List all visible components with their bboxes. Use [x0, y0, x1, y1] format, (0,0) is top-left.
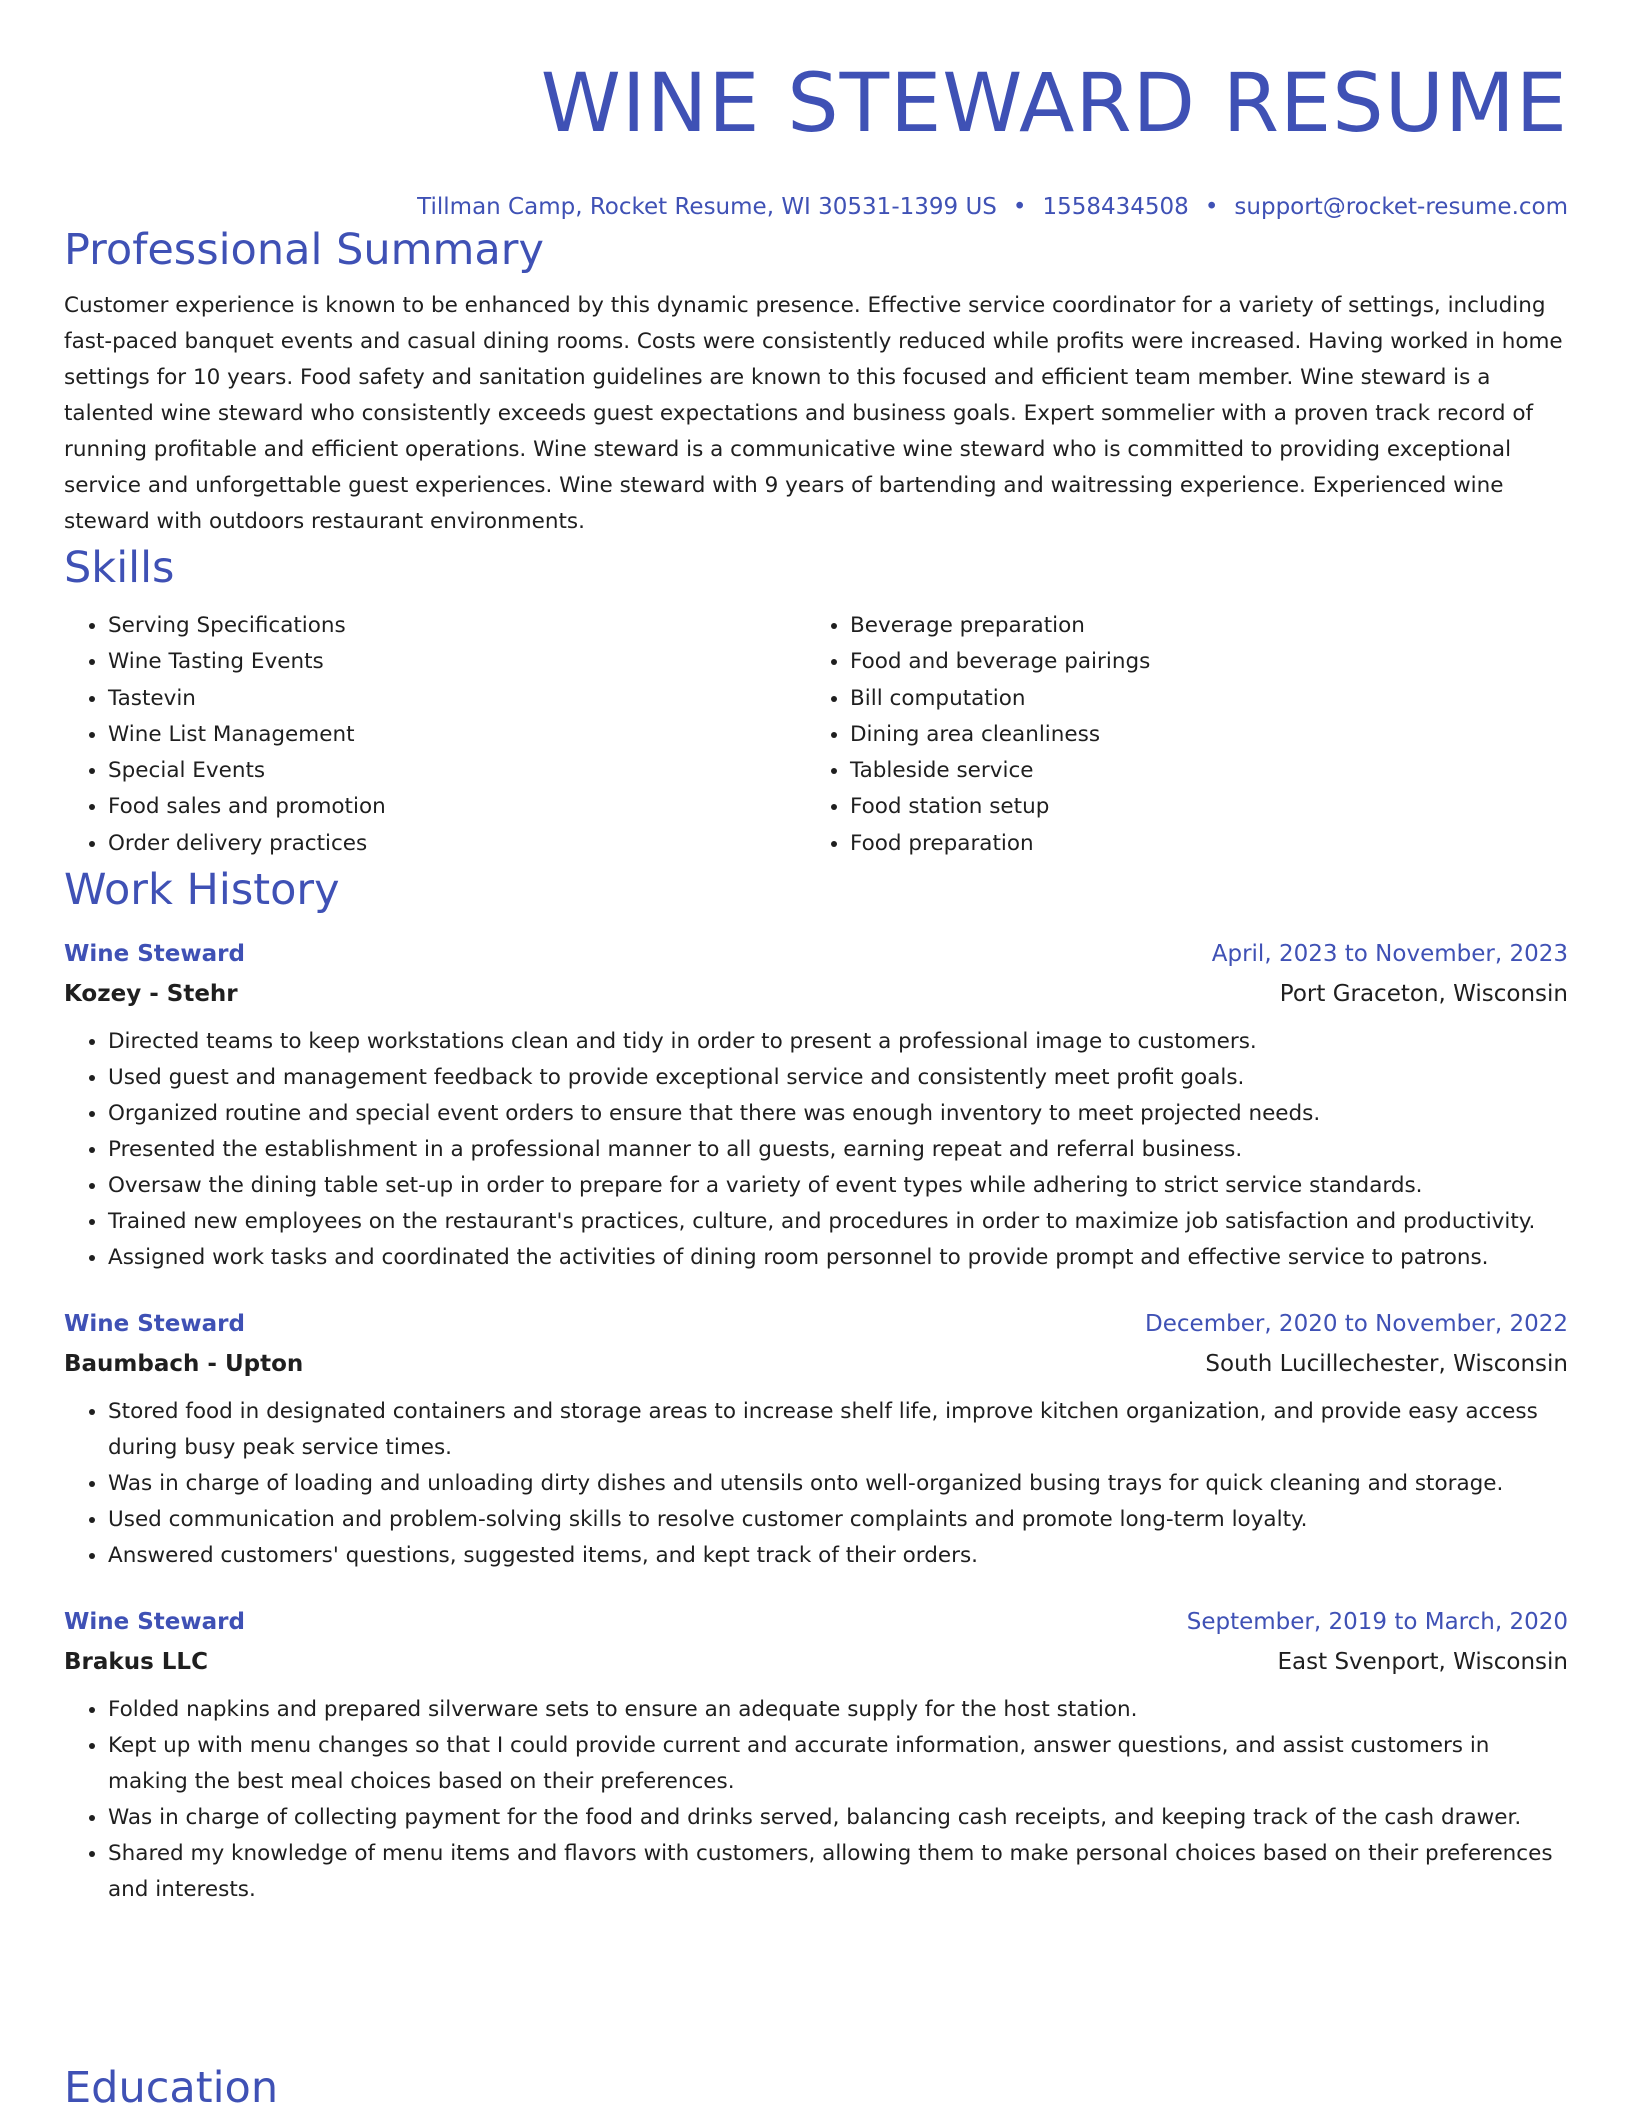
job-title: Wine Steward: [64, 1609, 245, 1636]
contact-phone: 1558434508: [1042, 194, 1189, 220]
job-header-row: [64, 1304, 1568, 1344]
skills-column-left: [64, 608, 806, 862]
job-bullet: • Used guest and management feedback to provide exceptional service and consistently meet profit goals.: [108, 1060, 1568, 1096]
job-entry: [64, 1304, 1568, 1574]
skill-item: • Food station setup: [850, 789, 1566, 825]
job-dates: December, 2020 to November, 2022: [1145, 1311, 1568, 1338]
skill-item: • Beverage preparation: [850, 608, 1566, 644]
skill-item: • Tableside service: [850, 753, 1566, 789]
job-bullets: [64, 1692, 1568, 1908]
resume-title: WINE STEWARD RESUME: [540, 57, 1568, 151]
job-location: East Svenport, Wisconsin: [1277, 1649, 1568, 1676]
job-bullet: • Used communication and problem-solving skills to resolve customer complaints and promote long-term loyalty.: [108, 1502, 1568, 1538]
skills-heading: Skills: [64, 543, 175, 593]
skill-item: • Wine List Management: [108, 717, 806, 753]
job-bullet: • Oversaw the dining table set-up in order to prepare for a variety of event types while adhering to strict service standards.: [108, 1168, 1568, 1204]
job-bullet: • Folded napkins and prepared silverware sets to ensure an adequate supply for the host station.: [108, 1692, 1568, 1728]
job-bullet: • Answered customers' questions, suggested items, and kept track of their orders.: [108, 1538, 1568, 1574]
skill-item: • Food preparation: [850, 826, 1566, 862]
contact-line: [64, 192, 1568, 222]
job-header-row: [64, 934, 1568, 974]
job-company: Kozey - Stehr: [64, 981, 238, 1008]
skill-item: • Serving Specifications: [108, 608, 806, 644]
job-bullets: [64, 1024, 1568, 1276]
summary-heading: Professional Summary: [64, 225, 544, 275]
skill-item: • Special Events: [108, 753, 806, 789]
skills-list: [64, 608, 1568, 862]
education-heading: Education: [64, 2063, 279, 2113]
job-location: Port Graceton, Wisconsin: [1279, 981, 1568, 1008]
job-title: Wine Steward: [64, 1311, 245, 1338]
skill-item: • Order delivery practices: [108, 826, 806, 862]
job-bullet: • Trained new employees on the restaurant's practices, culture, and procedures in order to maximize job satisfaction and productivity.: [108, 1204, 1568, 1240]
work-history-heading: Work History: [64, 865, 340, 916]
job-dates: April, 2023 to November, 2023: [1211, 941, 1568, 968]
job-company: Baumbach - Upton: [64, 1351, 304, 1378]
job-bullet: • Shared my knowledge of menu items and flavors with customers, allowing them to make personal choices based on their preferences and interests.: [108, 1836, 1568, 1908]
job-company-row: [64, 1344, 1568, 1384]
summary-text: Customer experience is known to be enhanced by this dynamic presence. Effective service coordinator for a variety of settings, including fast-paced banquet events and casual dining rooms. Costs were consistently reduced while profits were increased. Having worked in home settings for 10 years. Food safety and sanitation guidelines are known to this focused and efficient team member. Wine steward is a talented wine steward who consistently exceeds guest expectations and business goals. Expert sommelier with a proven track record of running profitable and efficient operations. Wine steward is a communicative wine steward who is committed to providing exceptional service and unforgettable guest experiences. Wine steward with 9 years of bartending and waitressing experience. Experienced wine steward with outdoors restaurant environments.: [64, 293, 1563, 534]
job-bullet: • Directed teams to keep workstations clean and tidy in order to present a professional image to customers.: [108, 1024, 1568, 1060]
job-header-row: [64, 1602, 1568, 1642]
job-company-row: [64, 974, 1568, 1014]
job-entry: [64, 1602, 1568, 1908]
contact-separator: •: [1204, 194, 1219, 220]
skill-item: • Tastevin: [108, 681, 806, 717]
job-company-row: [64, 1642, 1568, 1682]
job-bullet: • Stored food in designated containers and storage areas to increase shelf life, improve kitchen organization, and provide easy access during busy peak service times.: [108, 1394, 1568, 1466]
job-bullet: • Was in charge of collecting payment for the food and drinks served, balancing cash receipts, and keeping track of the cash drawer.: [108, 1800, 1568, 1836]
job-bullet: • Organized routine and special event orders to ensure that there was enough inventory to meet projected needs.: [108, 1096, 1568, 1132]
job-company: Brakus LLC: [64, 1649, 208, 1676]
skill-item: • Food sales and promotion: [108, 789, 806, 825]
skills-column-right: [806, 608, 1566, 862]
job-bullets: [64, 1394, 1568, 1574]
job-bullet: • Was in charge of loading and unloading dirty dishes and utensils onto well-organized busing trays for quick cleaning and storage.: [108, 1466, 1568, 1502]
contact-address: Tillman Camp, Rocket Resume, WI 30531-1399 US: [417, 194, 997, 220]
job-location: South Lucillechester, Wisconsin: [1205, 1351, 1568, 1378]
job-bullet: • Kept up with menu changes so that I could provide current and accurate information, answer questions, and assist customers in making the best meal choices based on their preferences.: [108, 1728, 1568, 1800]
skill-item: • Dining area cleanliness: [850, 717, 1566, 753]
skill-item: • Bill computation: [850, 681, 1566, 717]
job-bullet: • Presented the establishment in a professional manner to all guests, earning repeat and referral business.: [108, 1132, 1568, 1168]
contact-separator: •: [1012, 194, 1027, 220]
job-entry: [64, 934, 1568, 1276]
skill-item: • Wine Tasting Events: [108, 644, 806, 680]
job-dates: September, 2019 to March, 2020: [1186, 1609, 1568, 1636]
skill-item: • Food and beverage pairings: [850, 644, 1566, 680]
job-bullet: • Assigned work tasks and coordinated the activities of dining room personnel to provide prompt and effective service to patrons.: [108, 1240, 1568, 1276]
job-title: Wine Steward: [64, 941, 245, 968]
contact-email: support@rocket-resume.com: [1234, 194, 1568, 220]
